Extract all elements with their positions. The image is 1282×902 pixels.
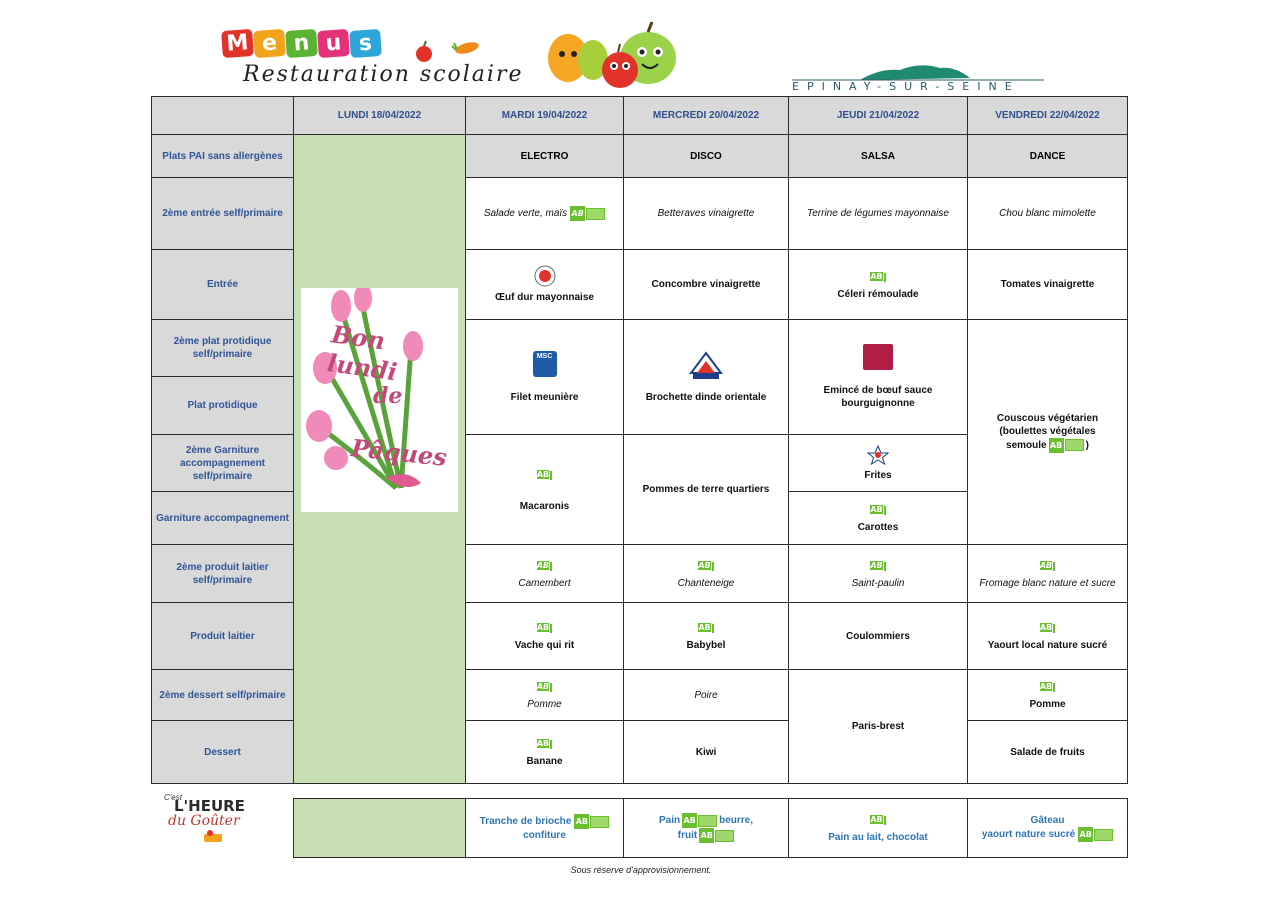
menu-cell (967, 669, 1128, 721)
menu-cell (465, 669, 624, 721)
menu-cell (465, 544, 624, 603)
dish-name: Yaourt local nature sucré (987, 640, 1108, 651)
ab-label: AB (536, 623, 550, 632)
organic-ab-icon (870, 269, 885, 284)
day-header-fri: VENDREDI 22/04/2022 (967, 96, 1128, 135)
easter-line-3: Pâques (349, 433, 449, 472)
gouter-item: Pain (658, 815, 681, 826)
organic-ab-icon (537, 736, 552, 751)
menu-cell (788, 669, 968, 784)
ab-label: AB (574, 814, 589, 829)
dish-name: Frites (864, 469, 892, 481)
menus-letter: s (349, 29, 382, 58)
organic-ab-icon (699, 828, 734, 843)
gouter-logo-title: L'HEURE (174, 797, 245, 815)
menu-cell (788, 491, 968, 545)
day-header-wed: MERCREDI 20/04/2022 (623, 96, 789, 135)
ab-label: AB (682, 813, 697, 828)
menu-cell (967, 177, 1128, 250)
gouter-item: Tranche de brioche (479, 816, 572, 827)
organic-ab-icon (1040, 558, 1055, 573)
organic-ab-icon (870, 812, 885, 827)
menu-cell (465, 434, 624, 545)
menu-cell (623, 434, 789, 545)
dish-name: Betteraves vinaigrette (657, 208, 755, 219)
ab-label: AB (570, 206, 585, 221)
gouter-item: yaourt nature sucré (981, 829, 1076, 840)
dish-name: Camembert (518, 577, 571, 589)
day-header-tue: MARDI 19/04/2022 (465, 96, 624, 135)
menu-cell (967, 249, 1128, 320)
supply-disclaimer: Sous réserve d'approvisionnement. (570, 865, 712, 875)
ab-label: AB (536, 739, 550, 748)
dish-name: Pommes de terre quartiers (642, 484, 770, 495)
menu-cell (465, 319, 624, 435)
gouter-cell-fri (967, 798, 1128, 858)
easter-tulips-image (301, 288, 458, 512)
menu-cell (465, 602, 624, 670)
dish-name: Céleri rémoulade (837, 288, 919, 300)
menu-cell (788, 319, 968, 435)
organic-ab-icon (537, 679, 552, 694)
menu-cell (623, 669, 789, 721)
gouter-item: Gâteau (1030, 815, 1065, 826)
easter-line-2: de (373, 383, 403, 409)
city-name: EPINAY-SUR-SEINE (792, 80, 1020, 93)
day-header-thu: JEUDI 21/04/2022 (788, 96, 968, 135)
corner-cell (151, 96, 294, 135)
dish-name: semoule (1006, 439, 1047, 451)
volaille-francaise-icon (689, 351, 723, 381)
dish-name: Kiwi (695, 746, 717, 758)
row-label-garn2: 2ème Garniture accompagnement self/primaire (151, 434, 294, 492)
row-label-entree2: 2ème entrée self/primaire (151, 177, 294, 250)
gouter-item: fruit (677, 830, 698, 841)
gouter-item: beurre, (719, 815, 754, 826)
ab-label: AB (536, 469, 550, 479)
viande-bovine-francaise-icon (863, 344, 893, 370)
organic-ab-icon (698, 620, 713, 635)
dish-name: Babybel (686, 640, 726, 651)
ab-label: AB (870, 271, 883, 281)
row-label-lait: Produit laitier (151, 602, 294, 670)
dish-name: Terrine de légumes mayonnaise (807, 208, 949, 219)
menu-cell (465, 249, 624, 320)
dish-name: Coulommiers (846, 630, 910, 642)
ab-label: AB (1039, 560, 1053, 570)
ab-label: AB (536, 560, 550, 570)
plein-air-egg-icon (532, 265, 558, 287)
menu-cell (967, 602, 1128, 670)
gouter-logo-sub: du Goûter (168, 813, 240, 829)
ab-label: AB (1039, 623, 1053, 632)
theme-tue: ELECTRO (465, 134, 624, 178)
menu-cell (623, 249, 789, 320)
gouter-item: Pain au lait, chocolat (828, 832, 928, 843)
menu-cell (967, 319, 1128, 545)
organic-ab-icon (698, 558, 713, 573)
dish-name: Filet meunière (510, 391, 579, 403)
menu-cell (788, 249, 968, 320)
organic-ab-icon (570, 206, 605, 221)
dish-name: Tomates vinaigrette (1000, 279, 1095, 290)
dish-name: Concombre vinaigrette (651, 279, 761, 290)
menu-cell (623, 544, 789, 603)
menus-letter: e (253, 29, 286, 58)
row-label-plat2: 2ème plat protidique self/primaire (151, 319, 294, 377)
theme-thu: SALSA (788, 134, 968, 178)
row-label-garn: Garniture accompagnement (151, 491, 294, 545)
dish-name: Chanteneige (677, 577, 735, 589)
ab-label: AB (870, 505, 883, 514)
menu-cell (465, 720, 624, 784)
gouter-item: confiture (523, 830, 566, 841)
row-label-lait2: 2ème produit laitier self/primaire (151, 544, 294, 603)
gouter-logo-small: C'est (164, 793, 182, 802)
ab-label: AB (699, 828, 714, 843)
menu-cell (623, 602, 789, 670)
menu-cell (623, 177, 789, 250)
menus-letter: n (285, 29, 318, 58)
menus-letter: M (221, 29, 254, 58)
ab-label: AB (1039, 682, 1053, 691)
dish-name: Carottes (857, 522, 899, 533)
dish-name: Brochette dinde orientale (645, 391, 767, 403)
dish-name: Paris-brest (851, 721, 905, 732)
dish-name: Pomme (1029, 699, 1066, 710)
organic-ab-icon (537, 558, 552, 573)
ab-label: AB (1078, 827, 1093, 842)
menus-letter: u (317, 29, 350, 58)
dish-name: Vache qui rit (514, 640, 575, 651)
menu-cell (788, 177, 968, 250)
dish-name: Salade verte, maïs (483, 208, 568, 219)
row-label-plat: Plat protidique (151, 376, 294, 435)
organic-ab-icon (1078, 827, 1113, 842)
theme-fri: DANCE (967, 134, 1128, 178)
organic-ab-icon (537, 467, 552, 482)
organic-ab-icon (682, 813, 717, 828)
dish-name: Couscous végétarien (996, 412, 1099, 424)
menu-cell (465, 177, 624, 250)
dish-name: Macaronis (519, 500, 570, 512)
row-label-pai: Plats PAI sans allergènes (151, 134, 294, 178)
theme-wed: DISCO (623, 134, 789, 178)
dish-name: Salade de fruits (1010, 746, 1085, 758)
row-label-dessert2: 2ème dessert self/primaire (151, 669, 294, 721)
dish-name: Emincé de bœuf sauce bourguignonne (823, 385, 933, 409)
dish-name: (boulettes végétales (999, 425, 1096, 437)
row-label-entree: Entrée (151, 249, 294, 320)
gouter-cell-thu (788, 798, 968, 858)
organic-ab-icon (1049, 438, 1084, 453)
menu-cell (788, 602, 968, 670)
menu-cell (623, 319, 789, 435)
ab-label: AB (698, 623, 711, 632)
ab-label: AB (870, 560, 883, 570)
dish-name: Fromage blanc nature et sucre (979, 577, 1116, 589)
gouter-cell-wed (623, 798, 789, 858)
day-header-mon: LUNDI 18/04/2022 (293, 96, 466, 135)
gouter-cell-mon (293, 798, 466, 858)
easter-line-1: Bon lundi (325, 319, 399, 387)
ab-label: AB (536, 682, 550, 691)
ab-label: AB (870, 815, 883, 824)
menu-cell (967, 544, 1128, 603)
gouter-cell-tue (465, 798, 624, 858)
menu-cell (788, 434, 968, 492)
dish-name: Saint-paulin (851, 577, 905, 589)
dish-name: Œuf dur mayonnaise (495, 292, 594, 303)
organic-ab-icon (537, 620, 552, 635)
dish-name: Chou blanc mimolette (999, 208, 1096, 219)
organic-ab-icon (1040, 620, 1055, 635)
dish-name: Poire (694, 689, 718, 701)
menu-cell (967, 720, 1128, 784)
dish-name: Pomme (527, 699, 562, 710)
menu-cell (623, 720, 789, 784)
heure-du-gouter-logo (164, 793, 264, 843)
dish-name: ) (1085, 439, 1089, 451)
gouter-cake-icon (202, 829, 224, 843)
label-star-icon (867, 445, 889, 465)
msc-label-icon: MSC (533, 351, 557, 377)
ab-label: AB (1049, 438, 1064, 453)
organic-ab-icon (1040, 679, 1055, 694)
ab-label: AB (698, 560, 711, 570)
organic-ab-icon (870, 558, 885, 573)
dish-name: Banane (526, 756, 563, 767)
row-label-dessert: Dessert (151, 720, 294, 784)
organic-ab-icon (574, 814, 609, 829)
organic-ab-icon (870, 502, 885, 517)
menu-cell (788, 544, 968, 603)
restauration-subtitle: Restauration scolaire (243, 62, 524, 87)
